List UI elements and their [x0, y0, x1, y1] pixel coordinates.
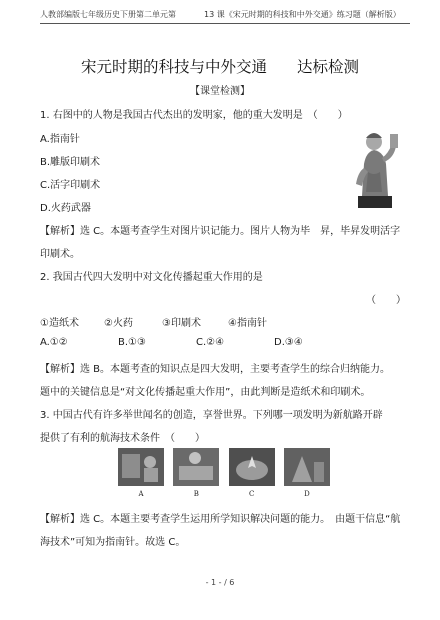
q2-item-1: ①造纸术 — [40, 318, 79, 329]
page-title — [0, 55, 440, 77]
q2-option-d: D.③④ — [274, 337, 303, 348]
q2-option-c: C.②④ — [196, 337, 225, 348]
q2-bracket: （ ） — [366, 295, 406, 306]
gunpowder-icon — [284, 448, 330, 486]
q3-image-b — [173, 448, 219, 496]
statue-icon — [344, 112, 404, 210]
q2-stem: 2. 我国古代四大发明中对文化传播起重大作用的是 — [40, 272, 263, 283]
header-left: 人教部编版七年级历史下册第二单元第 — [40, 10, 176, 19]
q2-analysis-line-1: 【解析】选 B。本题考查的知识点是四大发明，主要考查学生的综合归纳能力。 — [40, 364, 391, 375]
q2-options — [40, 337, 303, 348]
q1-option-a: A.指南针 — [40, 134, 80, 145]
q3-image-c — [229, 448, 275, 496]
q1-option-d: D.火药武器 — [40, 203, 91, 214]
compass-icon — [229, 448, 275, 486]
q3-image-d — [284, 448, 330, 496]
statue-image — [344, 112, 404, 210]
title-main: 宋元时期的科技与中外交通 — [80, 58, 267, 76]
page-header — [40, 9, 410, 24]
q3-image-a — [118, 448, 164, 496]
q3-image-label-c: C — [248, 490, 255, 498]
printing-icon — [173, 448, 219, 486]
q1-option-c: C.活字印刷术 — [40, 180, 101, 191]
section-label: 【课堂检测】 — [190, 86, 250, 97]
q3-stem-line-1: 3. 中国古代有许多举世闻名的创造，享誉世界。下列哪一项发明为新航路开辟 — [40, 410, 383, 421]
page-number: - 1 - / 6 — [205, 578, 235, 587]
papermaking-icon — [118, 448, 164, 486]
title-sub: 达标检测 — [297, 58, 360, 76]
q3-analysis-line-1: 【解析】选 C。本题主要考查学生运用所学知识解决问题的能力。 由题干信息“航 — [40, 514, 401, 525]
q2-analysis-line-2: 题中的关键信息是“对文化传播起重大作用”，由此判断是造纸术和印刷术。 — [40, 387, 371, 398]
q3-image-label-b: B — [193, 490, 199, 498]
q1-analysis-line-2: 印刷术。 — [40, 249, 80, 260]
q1-stem: 1. 右图中的人物是我国古代杰出的发明家，他的重大发明是 （ ） — [40, 110, 348, 121]
q1-option-b: B.雕版印刷术 — [40, 157, 101, 168]
q3-analysis-line-2: 海技术”可知为指南针。故选 C。 — [40, 537, 186, 548]
q2-option-b: B.①③ — [118, 337, 146, 348]
q2-items — [40, 314, 267, 329]
header-right: 13 课《宋元时期的科技和中外交通》练习题（解析版） — [204, 10, 401, 19]
q2-item-4: ④指南针 — [228, 318, 267, 329]
q2-item-2: ②火药 — [104, 318, 133, 329]
q3-image-label-d: D — [304, 490, 310, 498]
q1-analysis-line-1: 【解析】选 C。本题考查学生对图片识记能力。图片人物为毕 昇，毕昇发明活字 — [40, 226, 401, 237]
q3-image-label-a: A — [138, 490, 144, 498]
q3-stem-line-2: 提供了有利的航海技术条件 （ ） — [40, 433, 205, 444]
q3-image-strip — [118, 448, 330, 496]
q2-option-a: A.①② — [40, 337, 68, 348]
q2-item-3: ③印刷术 — [162, 318, 201, 329]
